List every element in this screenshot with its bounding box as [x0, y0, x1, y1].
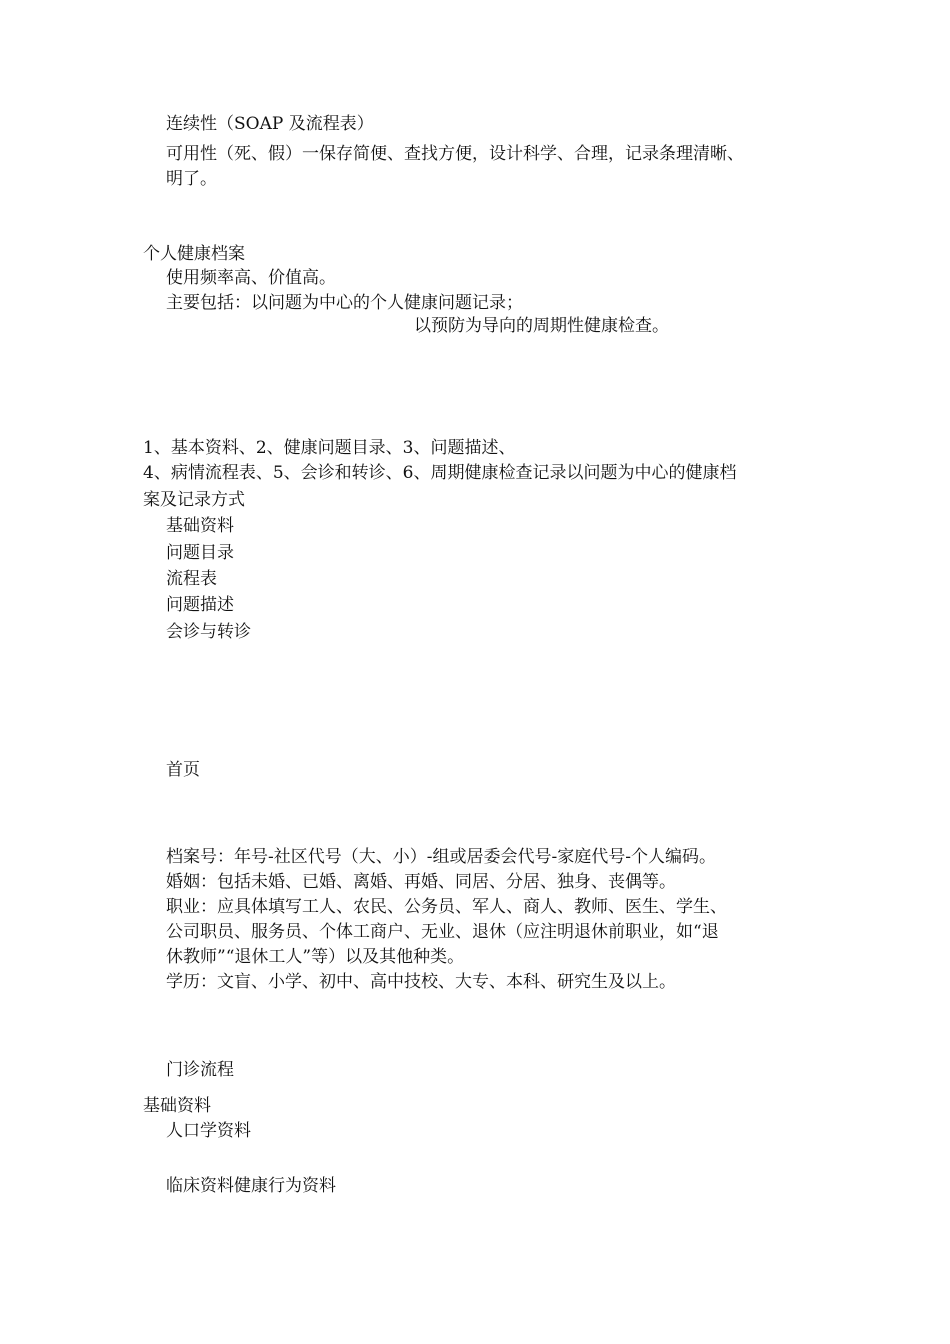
file-number-line: 档案号：年号-社区代号（大、小）-组或居委会代号-家庭代号-个人编码。: [166, 847, 716, 867]
list-item: 流程表: [166, 569, 217, 589]
usability-line-2: 明了。: [166, 169, 217, 189]
clinical-data-line: 临床资料健康行为资料: [166, 1176, 336, 1196]
continuity-line: 连续性（SOAP 及流程表）: [166, 114, 374, 134]
occupation-line-2: 公司职员、服务员、个体工商户、无业、退休（应注明退休前职业，如“退: [166, 922, 719, 942]
home-page-heading: 首页: [166, 760, 200, 780]
education-line: 学历：文盲、小学、初中、高中技校、大专、本科、研究生及以上。: [166, 972, 676, 992]
basic-data-heading: 基础资料: [143, 1096, 211, 1116]
preventive-line: 以预防为导向的周期性健康检查。: [414, 316, 669, 336]
list-item: 问题目录: [166, 543, 234, 563]
components-line-2: 4、病情流程表、5、会诊和转诊、6、周期健康检查记录以问题为中心的健康档: [143, 463, 737, 483]
demographic-data-line: 人口学资料: [166, 1121, 251, 1141]
list-item: 问题描述: [166, 595, 234, 615]
occupation-line-1: 职业：应具体填写工人、农民、公务员、军人、商人、教师、医生、学生、: [166, 897, 727, 917]
frequency-line: 使用频率高、价值高。: [166, 268, 336, 288]
usability-line-1: 可用性（死、假）一保存简便、查找方便，设计科学、合理，记录条理清晰、: [166, 144, 744, 164]
personal-health-record-heading: 个人健康档案: [143, 244, 245, 264]
list-item: 基础资料: [166, 516, 234, 536]
occupation-line-3: 休教师”“退休工人”等）以及其他种类。: [166, 947, 465, 967]
outpatient-process-heading: 门诊流程: [166, 1060, 234, 1080]
list-item: 会诊与转诊: [166, 622, 251, 642]
marriage-line: 婚姻：包括未婚、已婚、离婚、再婚、同居、分居、独身、丧偶等。: [166, 872, 676, 892]
components-line-1: 1、基本资料、2、健康问题目录、3、问题描述、: [143, 438, 516, 458]
components-line-3: 案及记录方式: [143, 490, 245, 510]
main-contents-line: 主要包括：以问题为中心的个人健康问题记录；: [166, 293, 523, 313]
